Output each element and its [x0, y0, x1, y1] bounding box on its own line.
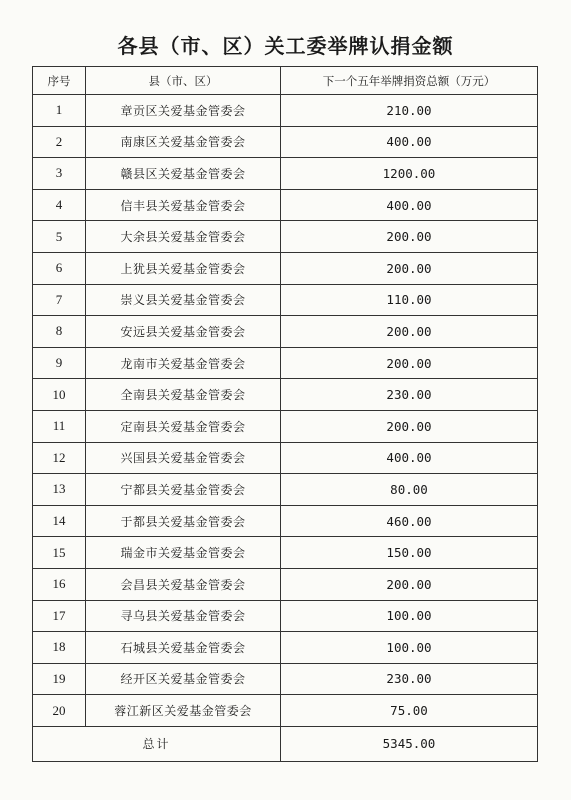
row-county: 寻乌县关爱基金管委会: [86, 600, 281, 632]
row-county: 于都县关爱基金管委会: [86, 505, 281, 537]
row-index: 11: [33, 410, 86, 442]
row-amount: 400.00: [281, 126, 538, 158]
row-index: 7: [33, 284, 86, 316]
table-row: [33, 316, 538, 348]
row-county: 定南县关爱基金管委会: [86, 410, 281, 442]
row-amount: 200.00: [281, 347, 538, 379]
row-amount: 1200.00: [281, 158, 538, 190]
table-row: [33, 410, 538, 442]
table-body: [33, 95, 538, 727]
row-county: 宁都县关爱基金管委会: [86, 474, 281, 506]
row-index: 2: [33, 126, 86, 158]
row-index: 18: [33, 632, 86, 664]
table-row: [33, 442, 538, 474]
row-county: 兴国县关爱基金管委会: [86, 442, 281, 474]
row-amount: 230.00: [281, 379, 538, 411]
row-amount: 75.00: [281, 695, 538, 727]
table-row: [33, 189, 538, 221]
table-row: [33, 126, 538, 158]
row-amount: 200.00: [281, 221, 538, 253]
row-index: 1: [33, 95, 86, 127]
table-row: [33, 537, 538, 569]
table-row: [33, 568, 538, 600]
table-header-row: [33, 67, 538, 95]
row-index: 16: [33, 568, 86, 600]
table-row: [33, 347, 538, 379]
header-amount: 下一个五年举牌捐资总额（万元）: [281, 67, 538, 95]
table-row: [33, 284, 538, 316]
row-county: 蓉江新区关爱基金管委会: [86, 695, 281, 727]
row-county: 经开区关爱基金管委会: [86, 663, 281, 695]
table-row: [33, 663, 538, 695]
total-amount: 5345.00: [281, 726, 538, 761]
row-index: 5: [33, 221, 86, 253]
row-amount: 100.00: [281, 600, 538, 632]
total-row: [33, 726, 538, 761]
row-county: 南康区关爱基金管委会: [86, 126, 281, 158]
row-county: 瑞金市关爱基金管委会: [86, 537, 281, 569]
row-amount: 400.00: [281, 442, 538, 474]
row-county: 崇义县关爱基金管委会: [86, 284, 281, 316]
row-index: 17: [33, 600, 86, 632]
table-row: [33, 95, 538, 127]
row-county: 龙南市关爱基金管委会: [86, 347, 281, 379]
table-row: [33, 379, 538, 411]
row-amount: 110.00: [281, 284, 538, 316]
row-county: 大余县关爱基金管委会: [86, 221, 281, 253]
header-index: 序号: [33, 67, 86, 95]
table-row: [33, 632, 538, 664]
row-county: 会昌县关爱基金管委会: [86, 568, 281, 600]
row-index: 13: [33, 474, 86, 506]
row-index: 20: [33, 695, 86, 727]
row-index: 15: [33, 537, 86, 569]
table-row: [33, 695, 538, 727]
page-title: 各县（市、区）关工委举牌认捐金额: [117, 34, 454, 58]
row-index: 14: [33, 505, 86, 537]
row-index: 12: [33, 442, 86, 474]
table-row: [33, 600, 538, 632]
total-label: 总计: [33, 726, 281, 761]
row-county: 赣县区关爱基金管委会: [86, 158, 281, 190]
row-index: 9: [33, 347, 86, 379]
table-row: [33, 158, 538, 190]
table-row: [33, 474, 538, 506]
row-index: 19: [33, 663, 86, 695]
row-amount: 200.00: [281, 410, 538, 442]
row-amount: 200.00: [281, 568, 538, 600]
row-amount: 200.00: [281, 316, 538, 348]
row-amount: 400.00: [281, 189, 538, 221]
header-county: 县（市、区）: [86, 67, 281, 95]
row-index: 6: [33, 252, 86, 284]
row-amount: 80.00: [281, 474, 538, 506]
table-row: [33, 505, 538, 537]
row-county: 章贡区关爱基金管委会: [86, 95, 281, 127]
row-amount: 100.00: [281, 632, 538, 664]
row-amount: 200.00: [281, 252, 538, 284]
row-county: 石城县关爱基金管委会: [86, 632, 281, 664]
row-index: 3: [33, 158, 86, 190]
row-county: 全南县关爱基金管委会: [86, 379, 281, 411]
table-row: [33, 252, 538, 284]
row-county: 上犹县关爱基金管委会: [86, 252, 281, 284]
donation-table: [32, 66, 538, 762]
row-amount: 460.00: [281, 505, 538, 537]
row-index: 4: [33, 189, 86, 221]
table-row: [33, 221, 538, 253]
row-county: 信丰县关爱基金管委会: [86, 189, 281, 221]
row-index: 8: [33, 316, 86, 348]
row-amount: 230.00: [281, 663, 538, 695]
row-amount: 150.00: [281, 537, 538, 569]
row-county: 安远县关爱基金管委会: [86, 316, 281, 348]
row-index: 10: [33, 379, 86, 411]
row-amount: 210.00: [281, 95, 538, 127]
